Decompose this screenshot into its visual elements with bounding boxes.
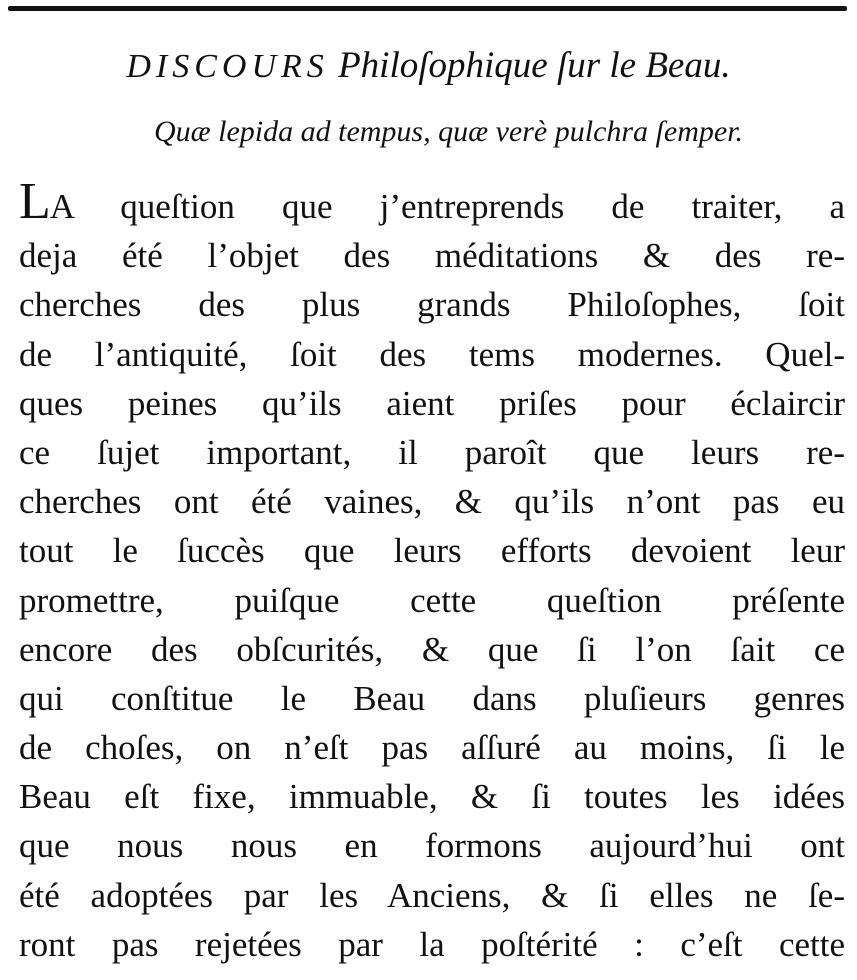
text-line-4: de l’antiquité, ſoit des tems modernes. Quel- xyxy=(19,334,845,374)
title-rest: Philoſophique ſur le Beau. xyxy=(328,45,731,86)
text-line-2: deja été l’objet des méditations & des re- xyxy=(19,236,845,276)
epigraph: Quæ lepida ad tempus, quæ verè pulchra ſemper. xyxy=(153,115,744,148)
title-caps: DISCOURS xyxy=(126,48,329,85)
drop-cap: L xyxy=(19,182,50,230)
text-line-9: promettre, puiſque cette queſtion préſente xyxy=(19,580,845,620)
text-line-5: ques peines qu’ils aient priſes pour éclaircir xyxy=(19,383,845,423)
text-line-3: cherches des plus grands Philoſophes, ſoit xyxy=(19,285,845,325)
text-line-12: de choſes, on n’eſt pas aſſuré au moins, ſi le xyxy=(19,728,845,768)
text-line-14: que nous nous en formons aujourd’hui ont xyxy=(19,826,845,866)
text-line-15: été adoptées par les Anciens, & ſi elles ne ſe- xyxy=(19,875,845,915)
text-line-1-content: A queſtion que j’entreprends de traiter, a xyxy=(49,187,845,226)
text-line-8: tout le ſuccès que leurs efforts devoient leur xyxy=(19,531,845,571)
text-line-6: ce ſujet important, il paroît que leurs re- xyxy=(19,432,845,472)
text-line-11: qui conſtitue le Beau dans pluſieurs genres xyxy=(19,678,845,718)
text-line-1 xyxy=(19,182,845,231)
text-line-16: ront pas rejetées par la poſtérité : c’eſt cette xyxy=(19,924,845,964)
top-rule xyxy=(8,6,847,11)
text-line-13: Beau eſt fixe, immuable, & ſi toutes les idées xyxy=(19,777,845,817)
text-line-7: cherches ont été vaines, & qu’ils n’ont pas eu xyxy=(19,482,845,522)
text-line-10: encore des obſcurités, & que ſi l’on ſait ce xyxy=(19,629,845,669)
page-title xyxy=(0,44,857,89)
body-text xyxy=(19,182,845,969)
